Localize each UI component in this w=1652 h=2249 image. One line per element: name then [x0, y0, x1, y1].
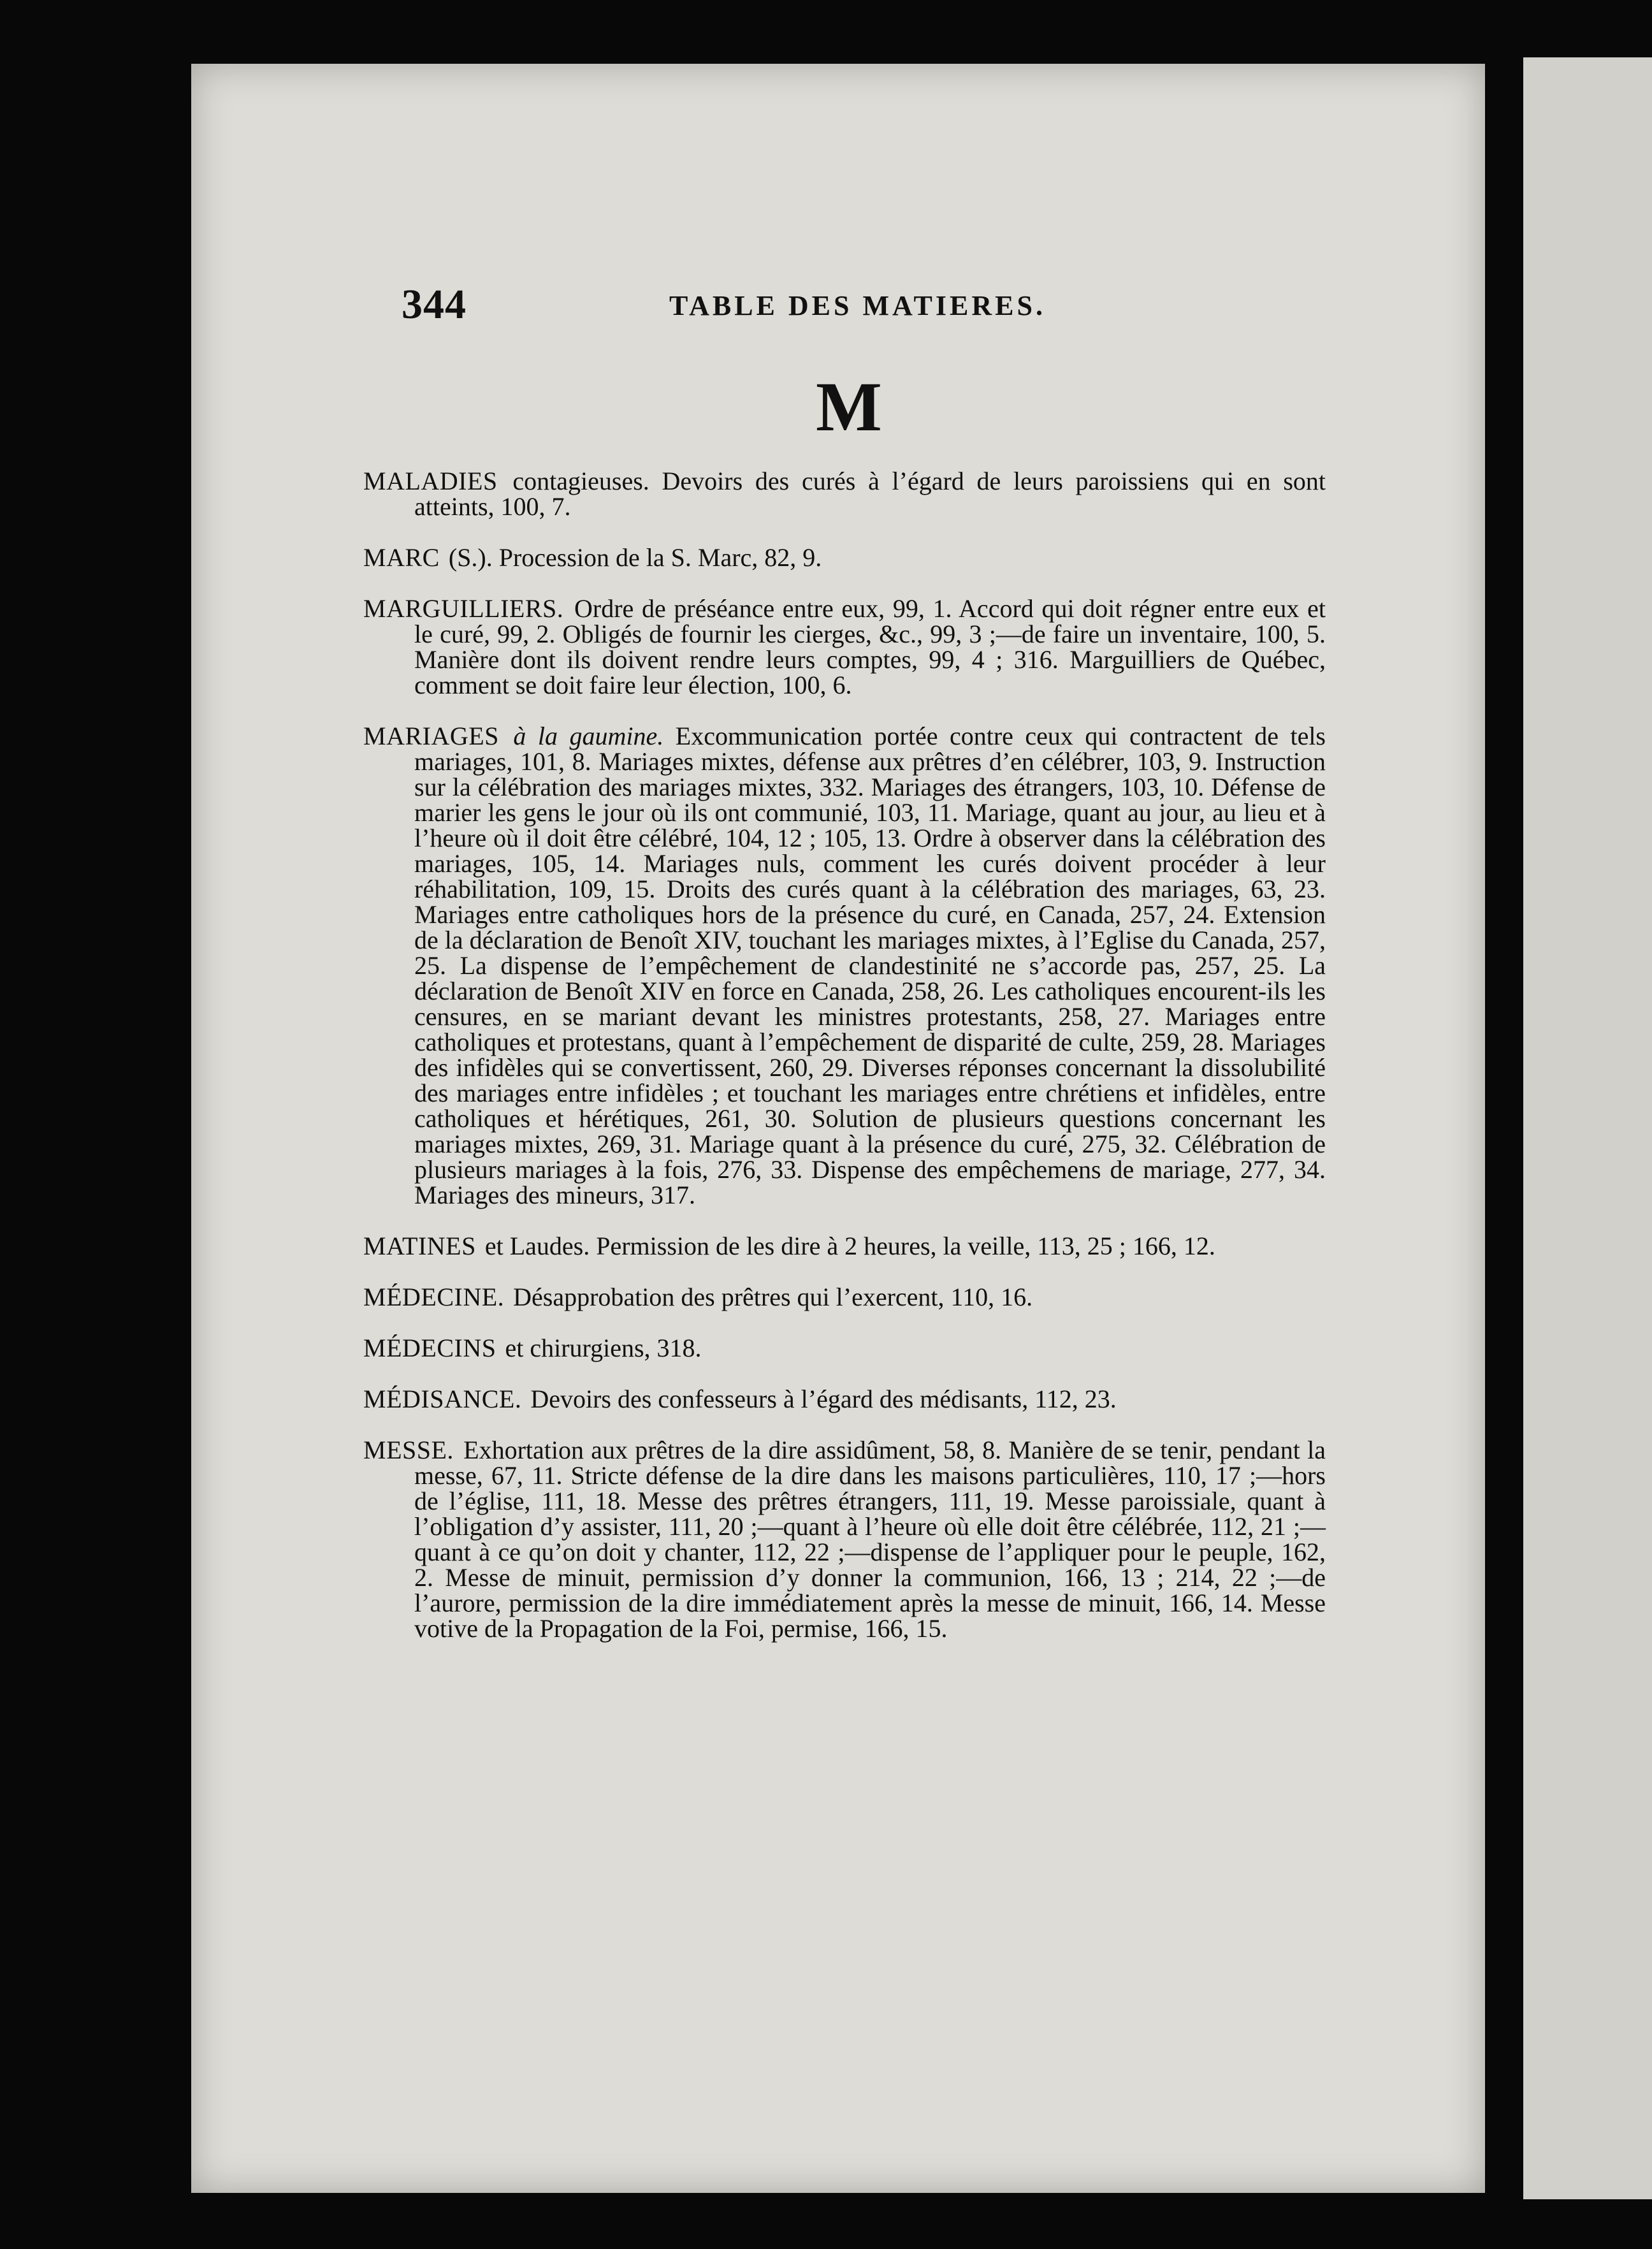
running-title: TABLE DES MATIERES. [669, 290, 1046, 321]
entry-headword: MÉDECINS [363, 1334, 496, 1362]
entry-headword: MARC [363, 543, 440, 572]
index-entries [363, 469, 1326, 1658]
entry-qualifier: et Laudes. [484, 1232, 590, 1260]
entry-qualifier: contagieuses. [512, 467, 649, 495]
entry-text: Ordre de préséance entre eux, 99, 1. Accord qui doit régner entre eux et le curé, 99, 2. Obligés de fournir les cierges, &c., 99, 3 ;—de faire un inventaire, 100, 5. Manière dont ils doivent rendre leurs comptes, 99, 4 ; 316. Marguilliers de Québec, comment se doit faire leur élection, 100, 6. [414, 594, 1326, 699]
entry-text: Devoirs des curés à l’égard de leurs paroissiens qui en sont atteints, 100, 7. [414, 467, 1326, 521]
entry-headword: MALADIES [363, 467, 498, 495]
entry-text: Exhortation aux prêtres de la dire assidûment, 58, 8. Manière de se tenir, pendant la messe, 67, 11. Stricte défense de la dire dans les maisons particulières, 110, 17 ;—hors de l’église, 111, 18. Messe des prêtres étrangers, 111, 19. Messe paroissiale, quant à l’obligation d’y assister, 111, 20 ;—quant à l’heure où elle doit être célébrée, 112, 21 ;—quant à ce qu’on doit y chanter, 112, 22 ;—dispense de l’appliquer pour le peuple, 162, 2. Messe de minuit, permission d’y donner la communion, 166, 13 ; 214, 22 ;—de l’aurore, permission de la dire immédiatement après la messe de minuit, 166, 14. Messe votive de la Propagation de la Foi, permise, 166, 15. [414, 1436, 1326, 1643]
entry-headword: MARGUILLIERS. [363, 594, 564, 623]
section-letter: M [816, 368, 882, 446]
index-entry [363, 545, 1326, 571]
entry-text: Procession de la S. Marc, 82, 9. [498, 543, 822, 572]
index-entry [363, 596, 1326, 698]
entry-text: Devoirs des confesseurs à l’égard des médisants, 112, 23. [530, 1385, 1117, 1413]
entry-text: Désapprobation des prêtres qui l’exercent, 110, 16. [513, 1283, 1033, 1311]
entry-qualifier: à la gaumine. [513, 722, 664, 750]
entry-qualifier: (S.). [448, 543, 493, 572]
index-entry [363, 1437, 1326, 1641]
index-entry [363, 1285, 1326, 1310]
index-entry [363, 1387, 1326, 1412]
entry-qualifier: et chirurgiens, 318. [505, 1334, 702, 1362]
entry-headword: MARIAGES [363, 722, 499, 750]
page-number: 344 [402, 281, 467, 328]
entry-headword: MÉDISANCE. [363, 1385, 522, 1413]
index-entry [363, 469, 1326, 520]
entry-headword: MATINES [363, 1232, 476, 1260]
entry-headword: MÉDECINE. [363, 1283, 505, 1311]
running-head [402, 280, 1460, 331]
index-entry [363, 724, 1326, 1208]
adjacent-page-edge [1523, 57, 1652, 2199]
entry-headword: MESSE. [363, 1436, 454, 1464]
entry-text: Excommunication portée contre ceux qui contractent de tels mariages, 101, 8. Mariages mixtes, défense aux prêtres d’en célébrer, 103, 9. Instruction sur la célébration des mariages mixtes, 332. Mariages des étrangers, 103, 10. Défense de marier les gens le jour où ils ont communié, 103, 11. Mariage, quant au jour, au lieu et à l’heure où il doit être célébré, 104, 12 ; 105, 13. Ordre à observer dans la célébration des mariages, 105, 14. Mariages nuls, comment les curés doivent procéder à leur réhabilitation, 109, 15. Droits des curés quant à la célébration des mariages, 63, 23. Mariages entre catholiques hors de la présence du curé, en Canada, 257, 24. Extension de la déclaration de Benoît XIV, touchant les mariages mixtes, à l’Eglise du Canada, 257, 25. La dispense de l’empêchement de clandestinité ne s’accorde pas, 257, 25. La déclaration de Benoît XIV en force en Canada, 258, 26. Les catholiques encourent-ils les censures, en se mariant devant les ministres protestants, 258, 27. Mariages entre catholiques et protestans, quant à l’empêchement de disparité de culte, 259, 28. Mariages des infidèles qui se convertissent, 260, 29. Diverses réponses concernant la dissolubilité des mariages entre infidèles ; et touchant les mariages entre chrétiens et infidèles, entre catholiques et hérétiques, 261, 30. Solution de plusieurs questions concernant les mariages mixtes, 269, 31. Mariage quant à la présence du curé, 275, 32. Célébration de plusieurs mariages à la fois, 276, 33. Dispense des empêchemens de mariage, 277, 34. Mariages des mineurs, 317. [414, 722, 1326, 1209]
entry-text: Permission de les dire à 2 heures, la veille, 113, 25 ; 166, 12. [596, 1232, 1215, 1260]
index-entry [363, 1234, 1326, 1259]
index-entry [363, 1336, 1326, 1361]
